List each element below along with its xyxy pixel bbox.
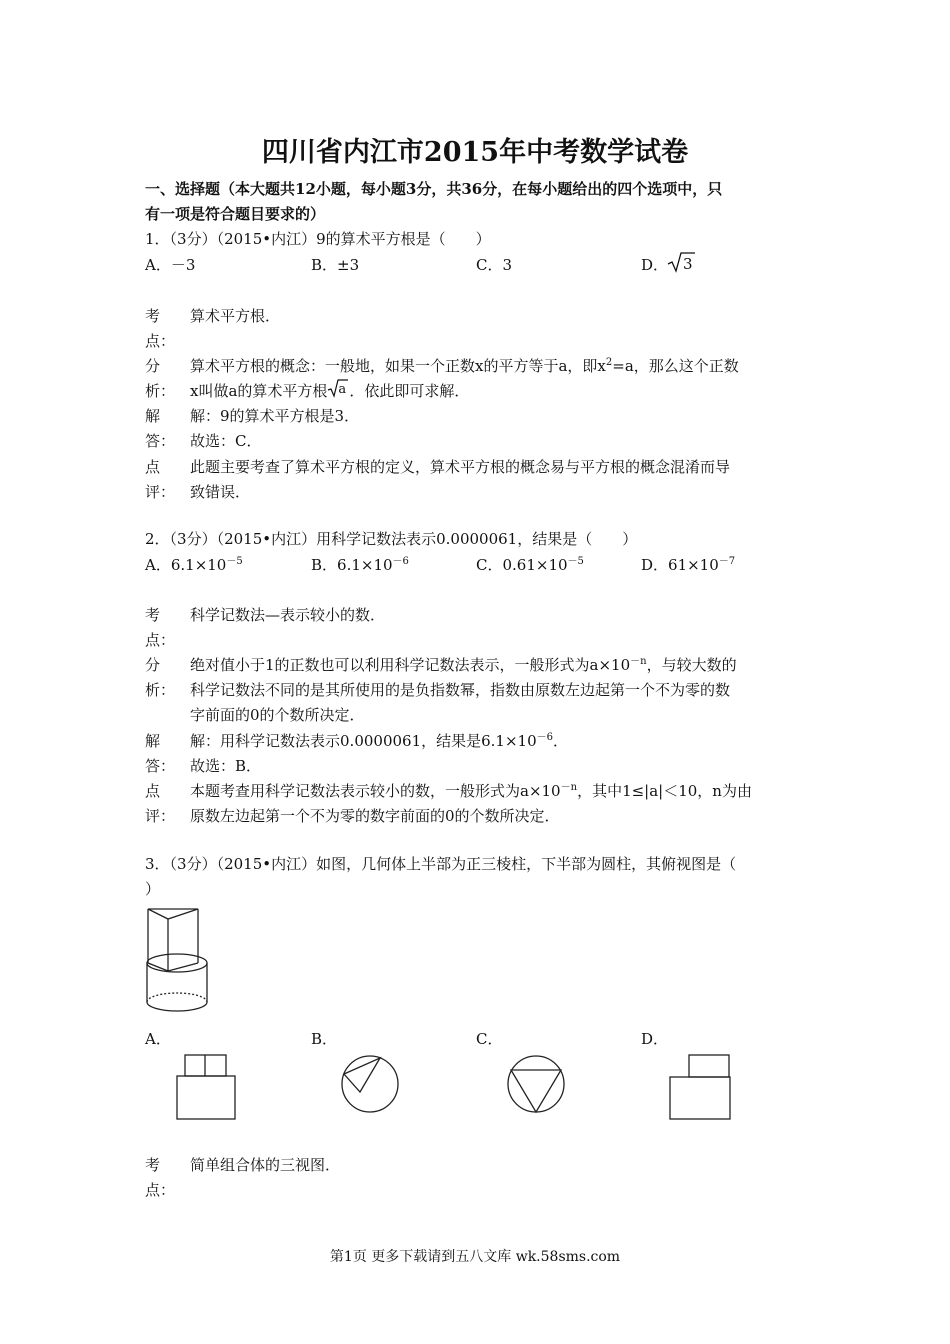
label-ping: 评： (145, 483, 176, 501)
q1-stem: 1．（3分）（2015•内江）9的算术平方根是（ ） (145, 230, 491, 248)
section-heading-line2: 有一项是符合题目要求的） (145, 205, 326, 223)
page-title: 四川省内江市2015年中考数学试卷 (261, 137, 689, 168)
q2-option-a: A．$6.1\times 10^{-5}$ (145, 556, 243, 574)
q3-option-a: A． (145, 1030, 171, 1048)
label-dianping: 点 (145, 782, 161, 800)
label-xi: 析： (145, 681, 176, 699)
label-kao: 考 (145, 307, 161, 325)
q3-stem-line1: 3．（3分）（2015•内江）如图，几何体上半部为正三棱柱，下半部为圆柱，其俯视图是（ (145, 855, 737, 873)
label-jie: 解 (145, 732, 161, 750)
option-a-figure (176, 1054, 238, 1122)
q2-option-c: C．$0.61\times 10^{-5}$ (476, 556, 584, 574)
label-fen: 分 (145, 656, 161, 674)
label-ping: 评： (145, 807, 176, 825)
label-xi: 析： (145, 382, 176, 400)
label-fen: 分 (145, 357, 161, 375)
label-da: 答： (145, 757, 176, 775)
q2-dianping-line2: 原数左边起第一个不为零的数字前面的0的个数所决定． (190, 807, 560, 825)
q1-fenxi-line1: 算术平方根的概念：一般地，如果一个正数x的平方等于a，即$x^2=a$，那么这个正数 (190, 357, 739, 375)
q1-fenxi-line2: x叫做a的算术平方根 a ．依此即可求解． (190, 380, 469, 401)
label-kao: 考 (145, 606, 161, 624)
q2-option-b: B．$6.1\times 10^{-6}$ (311, 556, 409, 574)
q2-stem: 2．（3分）（2015•内江）用科学记数法表示0.0000061，结果是（ ） (145, 530, 638, 548)
q2-jieda-line1: 解：用科学记数法表示0.0000061，结果是$6.1\times 10^{-6}$． (190, 732, 569, 750)
q2-fenxi-line1: 绝对值小于1的正数也可以利用科学记数法表示，一般形式为$a\times 10^{-n}$，与较大数的 (190, 656, 737, 674)
q3-option-d: D． (641, 1030, 669, 1048)
q2-kaodian: 科学记数法—表示较小的数． (190, 606, 386, 624)
q2-jieda-line2: 故选：B． (190, 757, 262, 775)
label-dian: 点： (145, 631, 176, 649)
q1-option-d-radicand: 3 (683, 255, 693, 273)
label-jie: 解 (145, 407, 161, 425)
q1-dianping-line2: 致错误． (190, 483, 251, 501)
q2-option-d: D．$61\times 10^{-7}$ (641, 556, 736, 574)
section-heading-line1: 一、选择题（本大题共12小题，每小题3分，共36分，在每小题给出的四个选项中，只 (145, 180, 723, 198)
label-dianping: 点 (145, 458, 161, 476)
q3-option-b: B． (311, 1030, 338, 1048)
option-c-figure (505, 1054, 569, 1116)
option-b-figure (340, 1054, 402, 1116)
label-da: 答： (145, 432, 176, 450)
q3-stem-line2: ） (145, 880, 161, 898)
page-footer: 第1页 更多下载请到五八文库 wk.58sms.com (329, 1249, 621, 1265)
q1-jieda-line2: 故选：C． (190, 432, 262, 450)
label-dian: 点： (145, 332, 176, 350)
q1-option-b: B．±3 (311, 256, 360, 274)
q1-option-a: A．－3 (145, 256, 196, 274)
q1-option-c: C．3 (476, 256, 513, 274)
label-kao: 考 (145, 1156, 161, 1174)
label-dian: 点： (145, 1181, 176, 1199)
q3-kaodian: 简单组合体的三视图． (190, 1156, 341, 1174)
q1-option-d (641, 254, 668, 275)
q1-jieda-line1: 解：9的算术平方根是3． (190, 407, 360, 425)
q1-kaodian: 算术平方根． (190, 307, 281, 325)
q2-dianping-line1: 本题考查用科学记数法表示较小的数，一般形式为$a\times 10^{-n}$，其中1≤|a|＜10，n为由 (190, 782, 752, 800)
q2-fenxi-line2: 科学记数法不同的是其所使用的是负指数幂，指数由原数左边起第一个不为零的数 (190, 681, 731, 699)
option-d-figure (669, 1054, 733, 1122)
q3-option-c: C． (476, 1030, 503, 1048)
q1-dianping-line1: 此题主要考查了算术平方根的定义，算术平方根的概念易与平方根的概念混淆而导 (190, 458, 731, 476)
solid-figure (140, 905, 215, 1015)
q1-option-d-label: D． (641, 256, 669, 274)
q2-fenxi-line3: 字前面的0的个数所决定． (190, 706, 365, 724)
